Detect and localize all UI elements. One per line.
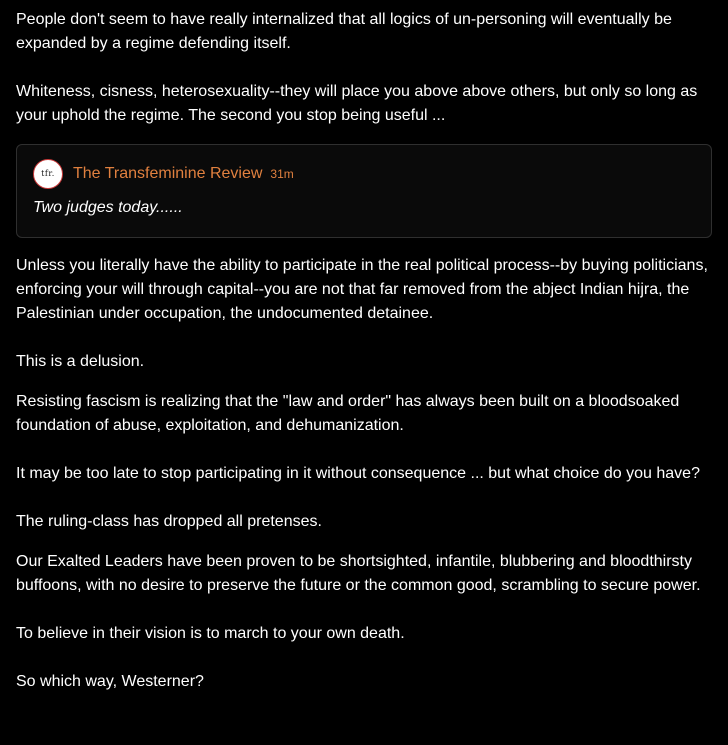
quoted-post-time: 31m (270, 167, 294, 181)
post-paragraph-7: The ruling-class has dropped all pretenses. (16, 513, 322, 530)
quoted-post-header (33, 158, 695, 190)
post-paragraph-1: People don't seem to have really internalized that all logics of un-personing will eventually be expanded by a regime defending itself. (16, 11, 672, 52)
post-paragraph-9: To believe in their vision is to march to your own death. (16, 625, 405, 642)
post-paragraph-5: Resisting fascism is realizing that the "law and order" has always been built on a bloodsoaked foundation of abuse, exploitation, and dehumanization. (16, 393, 680, 434)
post-paragraph-4: This is a delusion. (16, 353, 145, 370)
post-paragraph-2: Whiteness, cisness, heterosexuality--they will place you above above others, but only so long as your uphold the regime. The second you stop being useful ... (16, 83, 698, 124)
avatar-logo-text: tfr. (41, 169, 55, 178)
quoted-post-card[interactable] (16, 144, 712, 238)
post-paragraph-10: So which way, Westerner? (16, 673, 204, 690)
post-paragraph-8: Our Exalted Leaders have been proven to be shortsighted, infantile, blubbering and bloodthirsty buffoons, with no desire to preserve the future or the common good, scrambling to secure power. (16, 553, 701, 594)
quoted-post-text: Two judges today...... (33, 199, 183, 216)
post-paragraph-6: It may be too late to stop participating in it without consequence ... but what choice do you have? (16, 465, 700, 482)
author-avatar[interactable] (33, 159, 63, 189)
quoted-author-name[interactable]: The Transfeminine Review (73, 165, 263, 182)
post-paragraph-3: Unless you literally have the ability to participate in the real political process--by buying politicians, enforcing your will through capital--you are not that far removed from the abject Indian hijra, the Palestinian under occupation, the undocumented detainee. (16, 257, 708, 322)
